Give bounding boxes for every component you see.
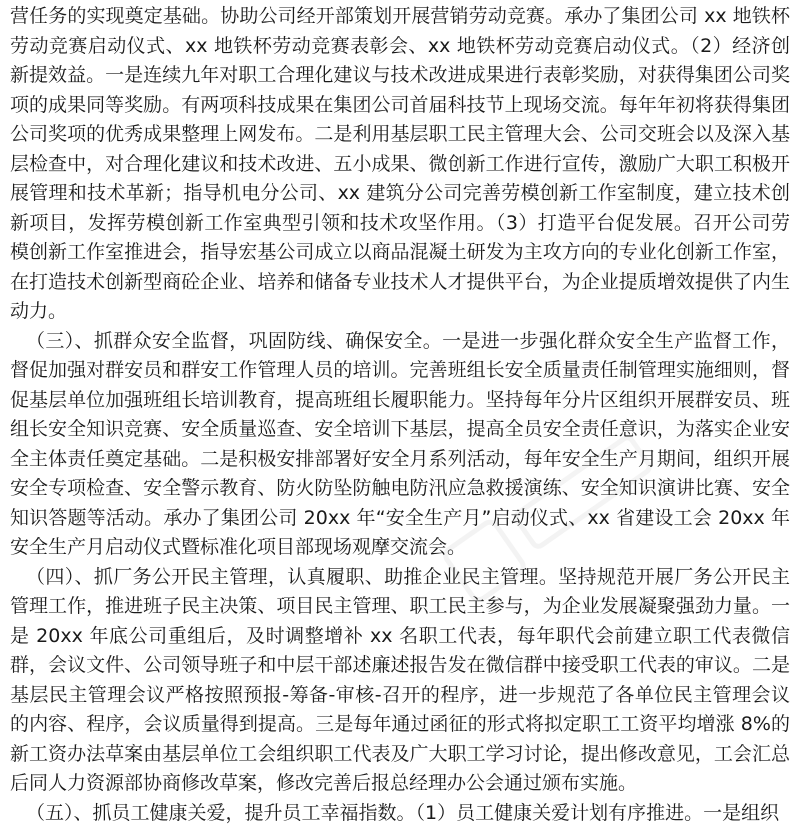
paragraph-1: 营任务的实现奠定基础。协助公司经开部策划开展营销劳动竞赛。承办了集团公司 xx 地铁杯劳动竞赛启动仪式、xx 地铁杯劳动竞赛表彰会、xx 地铁杯劳动竞赛启动仪式。（2）经济创新提效益。一是连续九年对职工合理化建议与技术改进成果进行表彰奖励，对获得集团公司奖项的成果同等奖励。有两项科技成果在集团公司首届科技节上现场交流。每年年初将获得集团公司奖项的优秀成果整理上网发布。二是利用基层职工民主管理大会、公司交班会以及深入基层检查中，对合理化建议和技术改进、五小成果、微创新工作进行宣传，激励广大职工积极开展管理和技术革新；指导机电分公司、xx 建筑分公司完善劳模创新工作室制度，建立技术创新项目，发挥劳模创新工作室典型引领和技术攻坚作用。（3）打造平台促发展。召开公司劳模创新工作室推进会，指导宏基公司成立以商品混凝土研发为主攻方向的专业化创新工作室，在打造技术创新型商砼企业、培养和储备专业技术人才提供平台，为企业提质增效提供了内生动力。 (10, 2, 790, 327)
paragraph-4: （五）、抓员工健康关爱，提升员工幸福指数。（1）员工健康关爱计划有序推进。一是组织 (10, 799, 790, 828)
paragraph-3: （四）、抓厂务公开民主管理，认真履职、助推企业民主管理。坚持规范开展厂务公开民主管理工作，推进班子民主决策、项目民主管理、职工民主参与，为企业发展凝聚强劲力量。一是 20xx 年底公司重组后，及时调整增补 xx 名职工代表，每年职代会前建立职工代表微信群，会议文件、公司领导班子和中层干部述廉述报告发在微信群中接受职工代表的审议。二是基层民主管理会议严格按照预报-筹备-审核-召开的程序，进一步规范了各单位民主管理会议的内容、程序，会议质量得到提高。三是每年通过函征的形式将拟定职工工资平均增涨 8%的新工资办法草案由基层单位工会组织职工代表及广大职工学习讨论，提出修改意见，工会汇总后同人力资源部协商修改草案，修改完善后报总经理办公会通过颁布实施。 (10, 563, 790, 799)
document-body (10, 2, 790, 828)
paragraph-2: （三）、抓群众安全监督，巩固防线、确保安全。一是进一步强化群众安全生产监督工作，督促加强对群安员和群安工作管理人员的培训。完善班组长安全质量责任制管理实施细则，督促基层单位加强班组长培训教育，提高班组长履职能力。坚持每年分片区组织开展群安员、班组长安全知识竞赛、安全质量巡查、安全培训下基层，提高全员安全责任意识，为落实企业安全主体责任奠定基础。二是积极安排部署好安全月系列活动，每年安全生产月期间，组织开展安全专项检查、安全警示教育、防火防坠防触电防汛应急救援演练、安全知识演讲比赛、安全知识答题等活动。承办了集团公司 20xx 年“安全生产月”启动仪式、xx 省建设工会 20xx 年安全生产月启动仪式暨标准化项目部现场观摩交流会。 (10, 327, 790, 563)
